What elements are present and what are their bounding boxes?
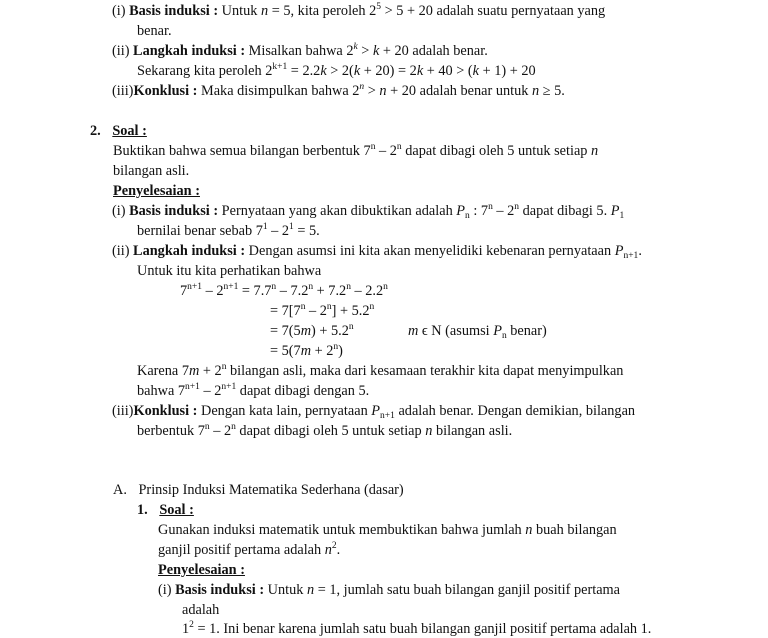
soal-2-langkah-line: (ii) Langkah induksi : Dengan asumsi ini kita akan menyelidiki kebenaran pernyataan $P_{n+1}$.	[112, 243, 642, 261]
soal-2-question: Buktikan bahwa semua bilangan berbentuk 7$^n$ – 2$^n$ dapat dibagi oleh 5 untuk setiap n	[113, 142, 599, 159]
section-a-heading: A. Prinsip Induksi Matematika Sederhana (dasar)	[113, 482, 404, 498]
basis-induksi-cont: benar.	[137, 23, 172, 39]
bahwa-line: bahwa $7^{n+1} - 2^{n+1}$ dapat dibagi dengan 5.	[137, 382, 370, 399]
section-a-question: Gunakan induksi matematik untuk membuktikan bahwa jumlah n buah bilangan	[158, 522, 617, 538]
langkah-induksi-line: (ii) Langkah induksi : Misalkan bahwa $2^k > k + 20$ adalah benar.	[112, 42, 488, 59]
penyelesaian-heading: Penyelesaian :	[113, 183, 200, 199]
section-a-penyelesaian-heading: Penyelesaian :	[158, 562, 245, 578]
karena-line: Karena $7m + 2^n$ bilangan asli, maka dari kesamaan terakhir kita dapat menyimpulkan	[137, 362, 624, 379]
equation-line-1: $7^{n+1} - 2^{n+1} = 7.7^n - 7.2^n + 7.2^n - 2.2^n$	[180, 282, 388, 299]
equation-line-4: = $5(7m + 2^n)$	[270, 342, 343, 359]
basis-induksi-line: (i) Basis induksi : Untuk n = 5, kita peroleh $2^5 > 5 + 20$ adalah suatu pernyataan yang	[112, 2, 606, 19]
section-a-basis-line: (i) Basis induksi : Untuk n = 1, jumlah satu buah bilangan ganjil positif pertama	[158, 582, 621, 598]
soal-2-konklusi-cont: berbentuk 7$^n$ – 2$^n$ dapat dibagi oleh 5 untuk setiap n bilangan asli.	[137, 422, 513, 439]
equation-line-3-note: m ϵ N (asumsi $P_n$ benar)	[408, 323, 547, 341]
soal-2-heading: 2. Soal :	[90, 123, 147, 139]
soal-2-konklusi-line: (iii)Konklusi : Dengan kata lain, pernyataan $P_{n+1}$ adalah benar. Dengan demikian, bilangan	[112, 403, 636, 421]
soal-2-basis-cont: bernilai benar sebab $7^1 - 2^1 = 5$.	[137, 222, 320, 239]
section-a-basis-cont: adalah	[182, 602, 220, 618]
soal-2-question-cont: bilangan asli.	[113, 163, 190, 179]
konklusi-line: (iii)Konklusi : Maka disimpulkan bahwa $2^n > n + 20$ adalah benar untuk n ≥ 5.	[112, 82, 565, 99]
equation-line-2: = $7[7^n - 2^n] + 5.2^n$	[270, 302, 375, 319]
section-a-basis-equation: $1^2 = 1$. Ini benar karena jumlah satu buah bilangan ganjil positif pertama adalah 1.	[182, 620, 652, 637]
sekarang-line: Sekarang kita peroleh $2^{k+1} = 2.2k > 2(k + 20) = 2k + 40 > (k + 1) + 20$	[137, 62, 536, 79]
untuk-itu-line: Untuk itu kita perhatikan bahwa	[137, 263, 322, 279]
soal-2-basis-line: (i) Basis induksi : Pernyataan yang akan dibuktikan adalah $P_n$ : 7$^n$ – 2$^n$ dapat dibagi 5. $P_1$	[112, 202, 625, 221]
equation-line-3: = $7(5m) + 5.2^n$	[270, 322, 354, 339]
section-a-soal-heading: 1. Soal :	[137, 502, 194, 518]
section-a-question-cont: ganjil positif pertama adalah $n^2$.	[158, 541, 341, 558]
